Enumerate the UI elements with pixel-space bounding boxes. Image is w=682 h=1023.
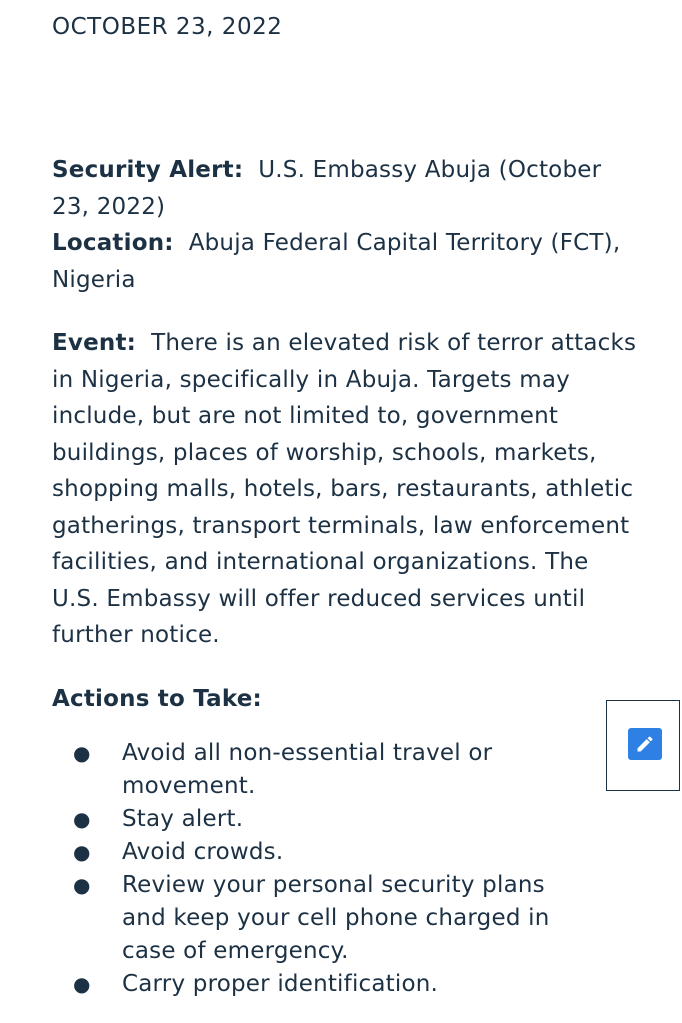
actions-title: Actions to Take: <box>52 685 262 712</box>
bullet-icon: ● <box>73 741 91 765</box>
alert-content <box>52 152 642 1001</box>
list-item-text: Stay alert. <box>122 806 244 832</box>
actions-list <box>52 737 642 1001</box>
event-text: There is an elevated risk of terror attacks in Nigeria, specifically in Abuja. Targets may include, but are not limited to, government buildings, places of worship, schools, markets, shopping malls, hotels, bars, restaurants, athletic gatherings, transport terminals, law enforcement facilities, and international organizations. The U.S. Embassy will offer reduced services until further notice. <box>52 330 637 648</box>
bullet-icon: ● <box>73 972 91 996</box>
list-item-text: Avoid crowds. <box>122 839 284 865</box>
bullet-icon: ● <box>73 807 91 831</box>
list-item <box>52 836 582 869</box>
list-item-text: Review your personal security plans and keep your cell phone charged in case of emergency. <box>122 872 550 964</box>
list-item-text: Carry proper identification. <box>122 971 439 997</box>
security-alert-text: U.S. Embassy Abuja (October 23, 2022) <box>52 157 602 220</box>
location-label: Location: <box>52 230 174 256</box>
event-label: Event: <box>52 330 137 356</box>
bullet-icon: ● <box>73 873 91 897</box>
security-alert-label: Security Alert: <box>52 157 244 183</box>
list-item <box>52 737 582 803</box>
location-paragraph <box>52 225 642 298</box>
article-date: OCTOBER 23, 2022 <box>52 14 283 40</box>
security-alert-paragraph <box>52 152 642 225</box>
edit-button[interactable] <box>628 728 662 760</box>
edit-widget[interactable] <box>606 700 680 791</box>
location-text: Abuja Federal Capital Territory (FCT), Nigeria <box>52 230 621 293</box>
list-item-text: Avoid all non-essential travel or movement. <box>122 740 493 799</box>
list-item <box>52 869 582 968</box>
list-item <box>52 968 582 1001</box>
bullet-icon: ● <box>73 840 91 864</box>
list-item <box>52 803 582 836</box>
event-paragraph <box>52 325 642 654</box>
pencil-icon <box>635 734 655 754</box>
